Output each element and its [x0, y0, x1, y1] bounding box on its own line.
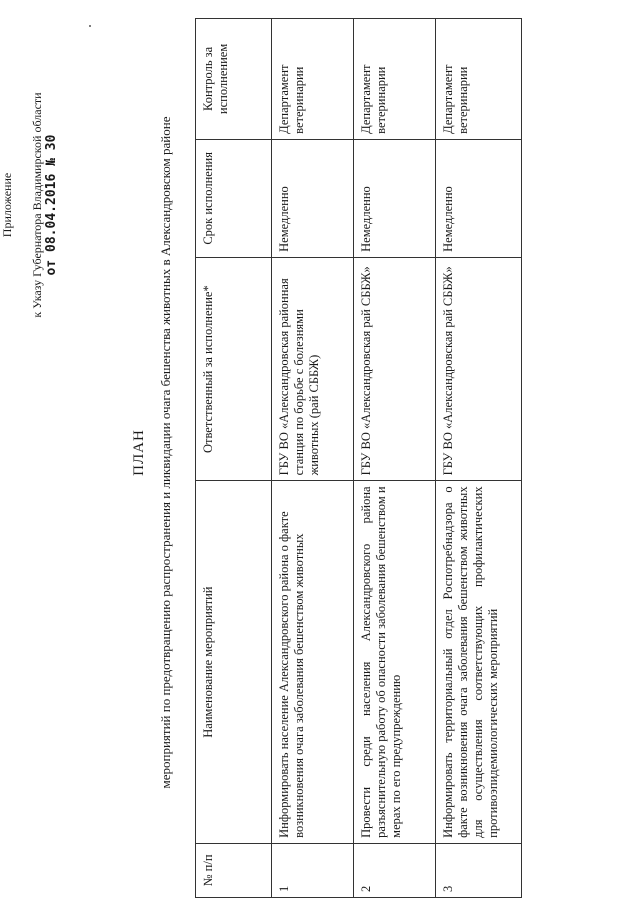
row-control: Департамент ветеринарии — [354, 19, 436, 140]
row-term: Немедленно — [436, 139, 522, 257]
row-name: Провести среди населения Александровского района разъяснительную работу об опасности заболевания бешенством и мерах по его предупреждению — [354, 481, 436, 843]
table-header-row — [196, 19, 272, 898]
row-control: Департамент ветеринарии — [272, 19, 354, 140]
appendix-date-number: от 08.04.2016 № 30 — [44, 134, 59, 276]
scan-speck — [89, 25, 91, 27]
header-control: Контроль за исполнением — [196, 19, 272, 140]
header-term: Срок исполнения — [196, 139, 272, 257]
row-responsible: ГБУ ВО «Александровская рай СББЖ» — [436, 257, 522, 481]
header-num: № п/п — [196, 843, 272, 897]
row-num: 3 — [436, 843, 522, 897]
row-term: Немедленно — [354, 139, 436, 257]
header-responsible: Ответственный за исполнение* — [196, 257, 272, 481]
row-control: Департамент ветеринарии — [436, 19, 522, 140]
plan-table — [195, 18, 522, 898]
row-name: Информировать территориальный отдел Роспотребнадзора о факте возникновения очага заболевания бешенством животных для осуществления соответствующих профилактических противоэпидемиологических мероприятий — [436, 481, 522, 843]
row-num: 1 — [272, 843, 354, 897]
table-row — [436, 19, 522, 898]
row-name: Информировать население Александровского района о факте возникновения очага заболевания бешенством животных — [272, 481, 354, 843]
plan-title: ПЛАН — [131, 429, 147, 476]
appendix-decree: к Указу Губернатора Владимирской области — [30, 92, 44, 318]
header-name: Наименование мероприятий — [196, 481, 272, 843]
table-row — [354, 19, 436, 898]
row-responsible: ГБУ ВО «Александровская районная станция по борьбе с болезнями животных (рай СББЖ) — [272, 257, 354, 481]
table-row — [272, 19, 354, 898]
row-num: 2 — [354, 843, 436, 897]
row-responsible: ГБУ ВО «Александровская рай СББЖ» — [354, 257, 436, 481]
appendix-label: Приложение — [0, 172, 14, 238]
plan-subtitle: мероприятий по предотвращению распространения и ликвидации очага бешенства животных в Александровском районе — [158, 116, 173, 789]
row-term: Немедленно — [272, 139, 354, 257]
